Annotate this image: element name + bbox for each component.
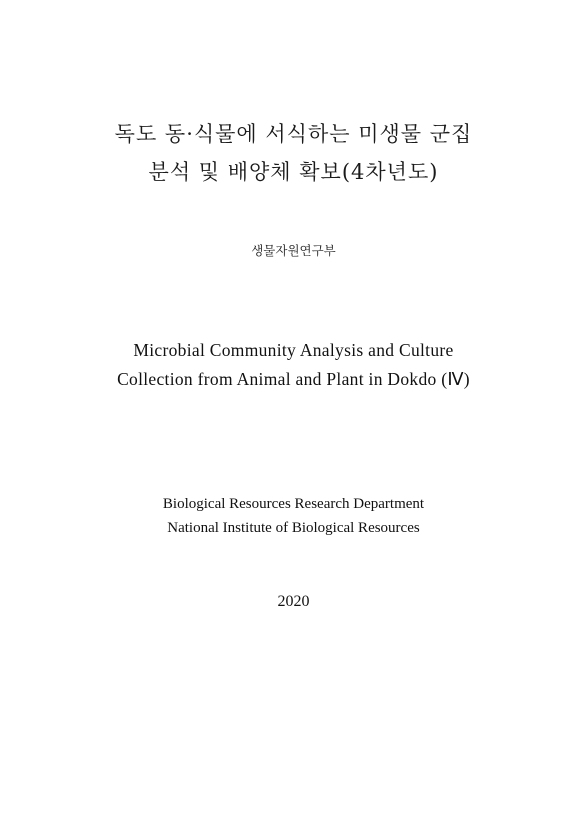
english-title-line-2: Collection from Animal and Plant in Dokdo (Ⅳ) xyxy=(117,369,470,389)
english-department: Biological Resources Research Department xyxy=(162,496,425,512)
korean-title-line-1: 독도 동·식물에 서식하는 미생물 군집 xyxy=(114,122,473,146)
english-title-line-1: Microbial Community Analysis and Culture xyxy=(133,340,454,360)
korean-department: 생물자원연구부 xyxy=(251,243,336,258)
institute-name: National Institute of Biological Resources xyxy=(167,520,420,536)
korean-title-line-2: 분석 및 배양체 확보(4차년도) xyxy=(148,160,439,184)
publication-year: 2020 xyxy=(277,593,310,610)
